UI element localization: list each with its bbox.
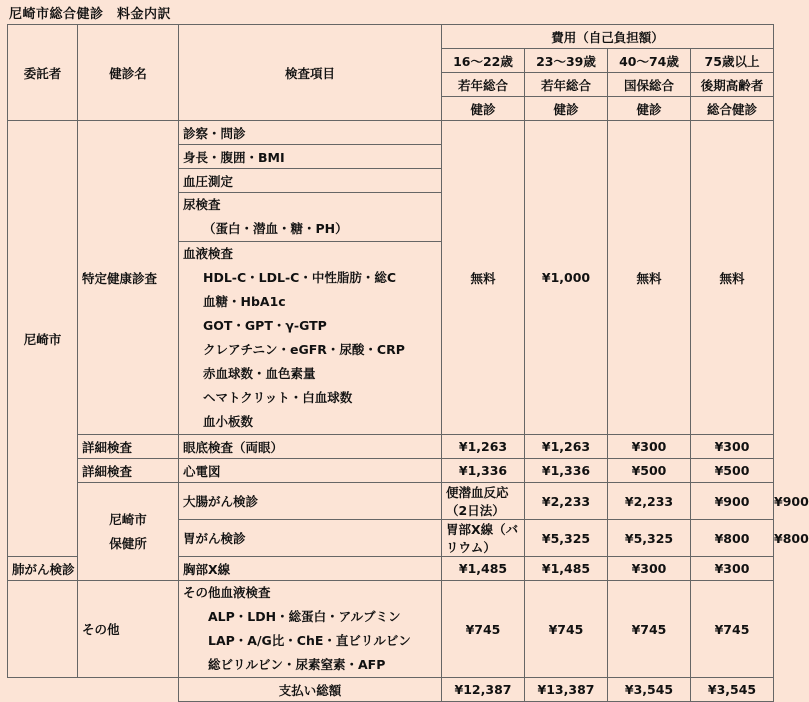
fee-cell: ¥300 — [691, 435, 774, 459]
checkup-name: 詳細検査 — [78, 459, 179, 483]
fee-cell: ¥2,233 — [525, 483, 608, 520]
header-program: 若年総合 — [525, 73, 608, 97]
total-fee: ¥3,545 — [608, 678, 691, 702]
exam-item-line: ヘマトクリット・白血球数 — [203, 390, 353, 405]
fee-cell: ¥745 — [608, 581, 691, 678]
exam-item-line: ALP・LDH・総蛋白・アルブミン — [208, 609, 401, 624]
header-program: 健診 — [442, 97, 525, 121]
header-program: 若年総合 — [442, 73, 525, 97]
fee-cell: ¥745 — [691, 581, 774, 678]
total-fee: ¥13,387 — [525, 678, 608, 702]
fee-cell: ¥1,263 — [525, 435, 608, 459]
fee-cell: ¥1,336 — [442, 459, 525, 483]
group-health-center — [78, 483, 179, 581]
table-row — [8, 581, 774, 678]
exam-item: 胃部X線（バリウム） — [442, 520, 525, 557]
exam-item-line: 血糖・HbA1c — [203, 294, 286, 309]
fee-cell: ¥2,233 — [608, 483, 691, 520]
exam-item-line: （蛋白・潜血・糖・PH） — [203, 221, 348, 236]
header-age: 40～74歳 — [608, 49, 691, 73]
fee-cell: ¥500 — [691, 459, 774, 483]
exam-item: 診察・問診 — [179, 121, 442, 145]
fee-cell: 無料 — [691, 121, 774, 435]
exam-item-blood — [179, 242, 442, 435]
exam-item-line: 尿検査 — [183, 197, 221, 212]
header-program: 後期高齢者 — [691, 73, 774, 97]
exam-item: 胸部X線 — [179, 557, 442, 581]
exam-item-other — [179, 581, 442, 678]
exam-item-line: その他血液検査 — [183, 585, 271, 600]
header-program: 総合健診 — [691, 97, 774, 121]
page-title: 尼崎市総合健診 料金内訳 — [9, 7, 172, 22]
exam-item: 血圧測定 — [179, 169, 442, 193]
group-health-center-line: 保健所 — [109, 535, 147, 551]
exam-item-line: 血液検査 — [183, 246, 234, 261]
exam-item-urine — [179, 193, 442, 242]
header-row-1 — [8, 25, 774, 49]
fee-cell: ¥800 — [691, 520, 774, 557]
header-age: 16～22歳 — [442, 49, 525, 73]
table-row — [8, 459, 774, 483]
checkup-name: その他 — [78, 581, 179, 678]
fee-cell: ¥745 — [442, 581, 525, 678]
fee-cell: ¥300 — [608, 435, 691, 459]
fee-cell: ¥1,336 — [525, 459, 608, 483]
exam-item: 身長・腹囲・BMI — [179, 145, 442, 169]
table-row: 尼崎市 保健所 大腸がん検診 便潜血反応（2日法） ¥2,233 ¥2,233 ¥900 ¥900 — [8, 483, 774, 520]
header-program: 健診 — [525, 97, 608, 121]
exam-item-line: 赤血球数・血色素量 — [203, 366, 316, 381]
fee-cell: ¥900 — [691, 483, 774, 520]
fee-cell: 無料 — [442, 121, 525, 435]
total-label: 支払い総額 — [179, 678, 442, 702]
total-row — [8, 678, 774, 702]
fee-cell: ¥1,000 — [525, 121, 608, 435]
header-entrustor: 委託者 — [8, 25, 78, 121]
header-age: 75歳以上 — [691, 49, 774, 73]
header-program: 国保総合 — [608, 73, 691, 97]
header-age: 23～39歳 — [525, 49, 608, 73]
fee-cell: ¥745 — [525, 581, 608, 678]
total-fee: ¥12,387 — [442, 678, 525, 702]
header-program: 健診 — [608, 97, 691, 121]
fee-cell: ¥1,485 — [442, 557, 525, 581]
exam-item-line: 血小板数 — [203, 414, 254, 429]
total-blank — [8, 678, 78, 702]
group-health-center-line: 尼崎市 — [109, 511, 147, 527]
fee-cell: ¥1,263 — [442, 435, 525, 459]
fee-table — [7, 24, 809, 702]
exam-item: 心電図 — [179, 459, 442, 483]
fee-cell: ¥300 — [691, 557, 774, 581]
total-blank — [78, 678, 179, 702]
exam-item-line: GOT・GPT・γ-GTP — [203, 318, 327, 333]
group-amagasaki: 尼崎市 — [8, 121, 78, 557]
fee-cell: ¥300 — [608, 557, 691, 581]
exam-item: 便潜血反応（2日法） — [442, 483, 525, 520]
fee-cell: ¥500 — [608, 459, 691, 483]
table-row — [8, 121, 774, 145]
exam-item-line: クレアチニン・eGFR・尿酸・CRP — [203, 342, 405, 357]
header-checkup-name: 健診名 — [78, 25, 179, 121]
exam-item-line: HDL-C・LDL-C・中性脂肪・総C — [203, 270, 397, 285]
total-fee: ¥3,545 — [691, 678, 774, 702]
group-empty — [8, 581, 78, 678]
checkup-name: 特定健康診査 — [78, 121, 179, 435]
fee-cell: ¥5,325 — [608, 520, 691, 557]
checkup-name: 大腸がん検診 — [179, 483, 442, 520]
header-exam-items: 検査項目 — [179, 25, 442, 121]
exam-item: 眼底検査（両眼） — [179, 435, 442, 459]
checkup-name: 肺がん検診 — [8, 557, 78, 581]
fee-cell: ¥1,485 — [525, 557, 608, 581]
header-cost: 費用（自己負担額） — [442, 25, 774, 49]
exam-item-line: 総ビリルビン・尿素窒素・AFP — [208, 657, 386, 672]
checkup-name: 詳細検査 — [78, 435, 179, 459]
fee-cell: ¥5,325 — [525, 520, 608, 557]
exam-item-line: LAP・A/G比・ChE・直ビリルビン — [208, 633, 411, 648]
table-row — [8, 435, 774, 459]
fee-cell: 無料 — [608, 121, 691, 435]
checkup-name: 胃がん検診 — [179, 520, 442, 557]
table-row: 胃がん検診 胃部X線（バリウム） ¥5,325 ¥5,325 ¥800 ¥800 — [8, 520, 774, 557]
